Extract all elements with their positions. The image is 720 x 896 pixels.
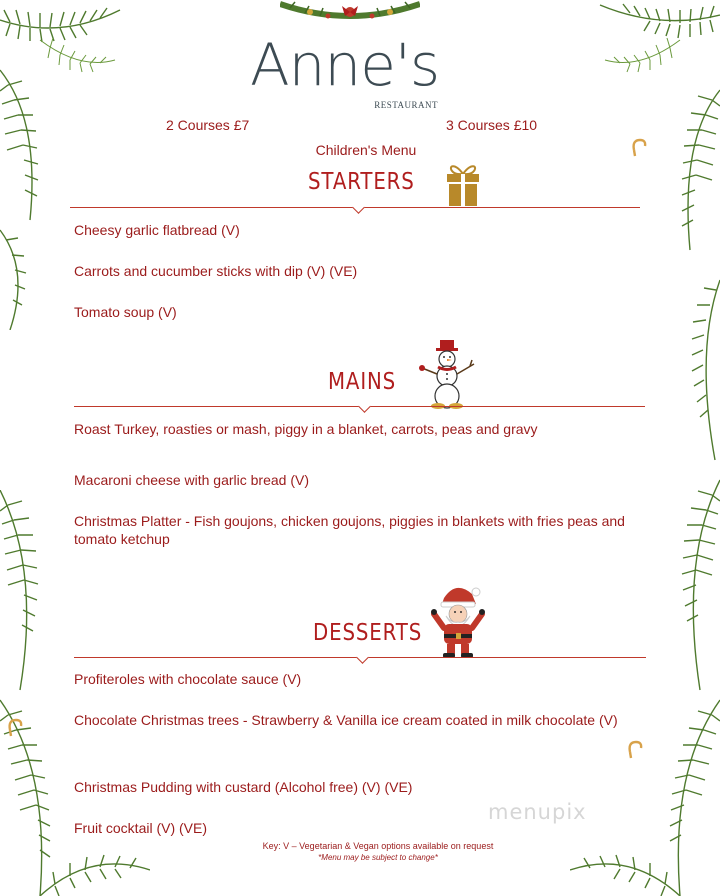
- menu-item: Fruit cocktail (V) (VE): [74, 820, 208, 836]
- key-note: Key: V – Vegetarian & Vegan options available on request: [262, 841, 494, 851]
- divider-notch-desserts: [356, 651, 369, 664]
- divider-notch-starters: [352, 201, 365, 214]
- restaurant-logo: [250, 30, 450, 112]
- price-three-courses: 3 Courses £10: [446, 117, 538, 133]
- menu-title: Children's Menu: [315, 142, 417, 158]
- menu-item: Macaroni cheese with garlic bread (V): [74, 472, 309, 488]
- menu-item: Chocolate Christmas trees - Strawberry & Vanilla ice cream coated in milk chocolate (V): [74, 712, 618, 728]
- wreath-garland: [280, 0, 420, 26]
- snowman-icon: [414, 338, 480, 415]
- menu-item: Profiteroles with chocolate sauce (V): [74, 671, 302, 687]
- menu-item: Christmas Pudding with custard (Alcohol free) (V) (VE): [74, 779, 413, 795]
- menu-item: Tomato soup (V): [74, 304, 177, 320]
- section-title-desserts: DESSERTS: [313, 620, 423, 646]
- logo-name: Anne's: [250, 31, 440, 99]
- menu-item: Cheesy garlic flatbread (V): [74, 222, 240, 238]
- logo-subtitle: RESTAURANT: [374, 100, 438, 110]
- divider-notch-mains: [358, 400, 371, 413]
- menu-item: Christmas Platter - Fish goujons, chicken goujons, piggies in blankets with fries peas and tomato ketchup: [74, 513, 625, 547]
- santa-icon: [430, 584, 486, 665]
- watermark: menupix: [488, 800, 587, 824]
- change-note: *Menu may be subject to change*: [318, 853, 438, 862]
- pine-border-top-left: [0, 0, 130, 330]
- section-title-mains: MAINS: [328, 369, 397, 395]
- menu-item: Roast Turkey, roasties or mash, piggy in a blanket, carrots, peas and gravy: [74, 421, 538, 437]
- section-title-starters: STARTERS: [308, 169, 415, 195]
- menu-item: Carrots and cucumber sticks with dip (V) (VE): [74, 263, 358, 279]
- gift-icon: [445, 162, 481, 213]
- price-two-courses: 2 Courses £7: [166, 117, 250, 133]
